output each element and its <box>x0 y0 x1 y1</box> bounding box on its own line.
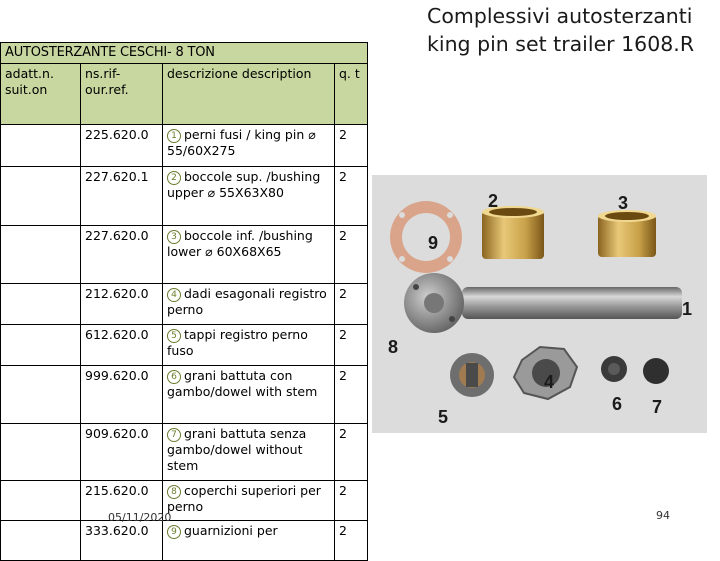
cell-qty: 2 <box>335 167 368 226</box>
item-number-badge: 5 <box>167 329 181 343</box>
cell-desc <box>163 366 335 424</box>
desc-text: coperchi superiori per perno <box>167 483 321 514</box>
item-number-badge: 9 <box>167 525 181 539</box>
desc-text: boccole inf. /bushing lower ⌀ 60X68X65 <box>167 228 313 259</box>
cell-suit-on <box>1 284 81 325</box>
adjuster-plug-part <box>450 353 494 397</box>
cell-ref: 225.620.0 <box>81 125 163 167</box>
item-number-badge: 1 <box>167 129 181 143</box>
cell-suit-on <box>1 125 81 167</box>
cell-ref: 999.620.0 <box>81 366 163 424</box>
king-pin-part <box>462 287 682 319</box>
photo-label-3: 3 <box>618 193 629 213</box>
table-row <box>1 125 368 167</box>
cell-qty: 2 <box>335 125 368 167</box>
table-row <box>1 521 368 561</box>
cell-suit-on <box>1 325 81 366</box>
item-number-badge: 6 <box>167 370 181 384</box>
cell-qty: 2 <box>335 481 368 521</box>
cell-ref: 909.620.0 <box>81 424 163 481</box>
cell-desc <box>163 325 335 366</box>
footer-date: 05/11/2020 <box>108 511 172 524</box>
cell-suit-on <box>1 521 81 561</box>
table-row <box>1 325 368 366</box>
item-number-badge: 7 <box>167 428 181 442</box>
photo-label-6: 6 <box>612 394 623 414</box>
cell-desc <box>163 125 335 167</box>
desc-text: grani battuta senza gambo/dowel without stem <box>167 426 307 473</box>
page-number: 94 <box>656 509 670 522</box>
cell-suit-on <box>1 167 81 226</box>
upper-bushing-part <box>482 206 544 259</box>
cell-ref: 227.620.1 <box>81 167 163 226</box>
photo-label-9: 9 <box>428 233 439 253</box>
desc-text: guarnizioni per <box>184 523 278 538</box>
cell-suit-on <box>1 481 81 521</box>
cell-desc <box>163 167 335 226</box>
lower-bushing-part <box>598 210 656 257</box>
cell-ref: 333.620.0 <box>81 521 163 561</box>
cell-ref: 212.620.0 <box>81 284 163 325</box>
cell-ref: 227.620.0 <box>81 226 163 284</box>
photo-label-4: 4 <box>544 372 555 392</box>
cell-desc <box>163 521 335 561</box>
cell-ref: 215.620.0 <box>81 481 163 521</box>
item-number-badge: 3 <box>167 230 181 244</box>
desc-text: perni fusi / king pin ⌀ 55/60X275 <box>167 127 316 158</box>
cell-qty: 2 <box>335 521 368 561</box>
table-row <box>1 167 368 226</box>
cell-ref: 612.620.0 <box>81 325 163 366</box>
table-row <box>1 226 368 284</box>
desc-text: tappi registro perno fuso <box>167 327 308 358</box>
desc-text: grani battuta con gambo/dowel with stem <box>167 368 318 399</box>
desc-text: dadi esagonali registro perno <box>167 286 327 317</box>
photo-label-1: 1 <box>682 299 693 319</box>
page-title: Complessivi autosterzanti king pin set trailer 1608.R <box>427 4 695 56</box>
photo-label-8: 8 <box>388 337 399 357</box>
cell-qty: 2 <box>335 325 368 366</box>
table-row <box>1 424 368 481</box>
table-row <box>1 481 368 521</box>
cell-suit-on <box>1 424 81 481</box>
dowel-without-stem-part <box>643 358 669 384</box>
cell-desc <box>163 424 335 481</box>
dowel-with-stem-part <box>601 356 627 382</box>
cell-suit-on <box>1 366 81 424</box>
cell-desc <box>163 226 335 284</box>
cell-desc <box>163 284 335 325</box>
header-our-ref: ns.rif-our.ref. <box>81 64 163 125</box>
cell-desc <box>163 481 335 521</box>
item-number-badge: 8 <box>167 485 181 499</box>
photo-label-7: 7 <box>652 397 663 417</box>
header-suit-on: adatt.n. suit.on <box>1 64 81 125</box>
item-number-badge: 2 <box>167 171 181 185</box>
parts-photo <box>372 175 707 433</box>
cell-suit-on <box>1 226 81 284</box>
cell-qty: 2 <box>335 366 368 424</box>
header-description: descrizione description <box>163 64 335 125</box>
cell-qty: 2 <box>335 424 368 481</box>
photo-label-5: 5 <box>438 407 449 427</box>
cell-qty: 2 <box>335 284 368 325</box>
parts-table <box>0 42 368 561</box>
table-title: AUTOSTERZANTE CESCHI- 8 TON <box>1 43 368 64</box>
header-qty: q. t <box>335 64 368 125</box>
top-cap-part <box>404 273 464 333</box>
item-number-badge: 4 <box>167 288 181 302</box>
desc-text: boccole sup. /bushing upper ⌀ 55X63X80 <box>167 169 321 200</box>
photo-label-2: 2 <box>488 191 499 211</box>
table-row <box>1 366 368 424</box>
gasket-part <box>390 201 462 273</box>
cell-qty: 2 <box>335 226 368 284</box>
table-row <box>1 284 368 325</box>
